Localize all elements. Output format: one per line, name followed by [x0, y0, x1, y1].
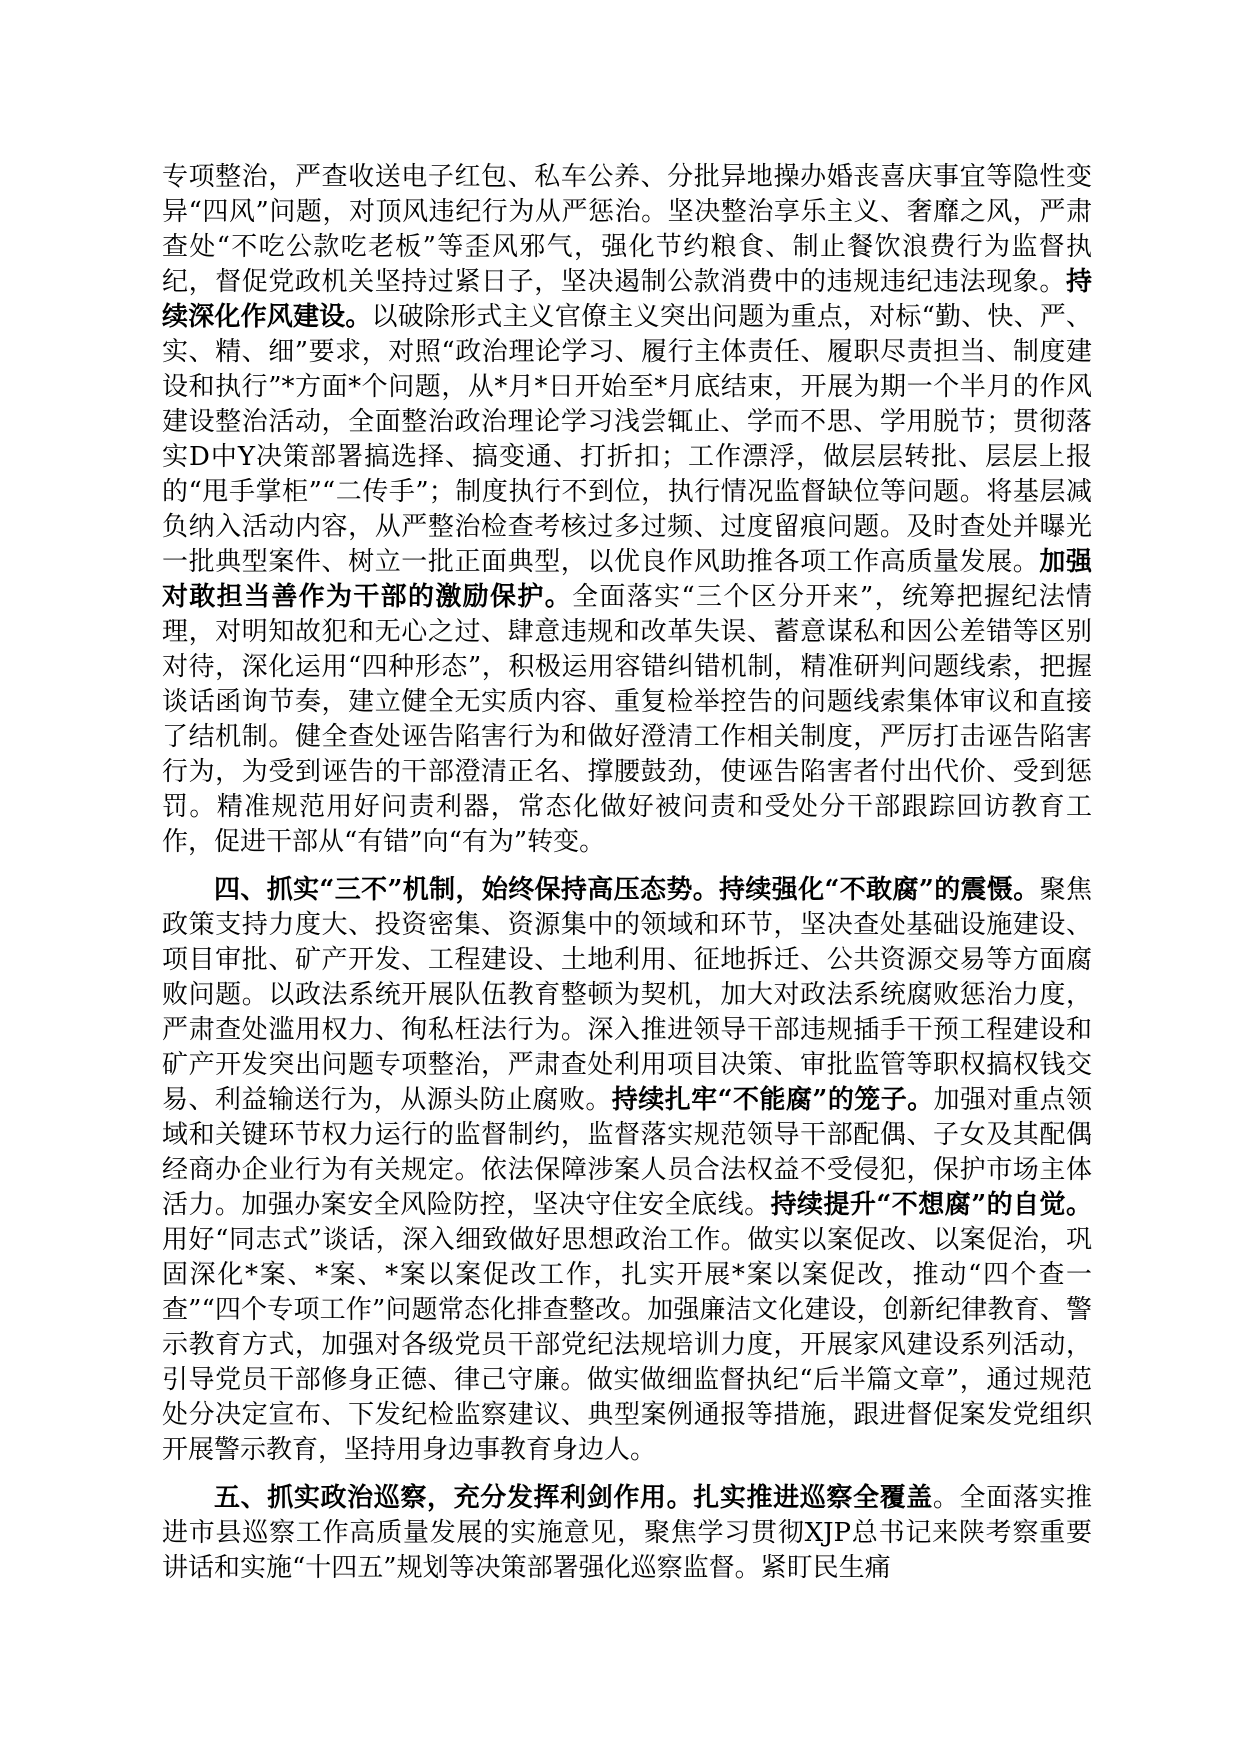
document-page: [162, 160, 1092, 1586]
bold-heading-work-style: 持续深化作风建设。: [162, 267, 1092, 332]
paragraph-section-four: [162, 873, 1092, 1468]
bold-heading-no-desire: 持续提升“不想腐”的自觉。: [770, 1190, 1092, 1220]
text-run: 以破除形式主义官僚主义突出问题为重点，对标“勤、快、严、实、精、细”要求，对照“政治理论学习、履行主体责任、履职尽责担当、制度建设和执行”*方面*个问题，从*月*日开始至*月底结束，开展为期一个半月的作风建设整治活动，全面整治政治理论学习浅尝辄止、学而不思、学用脱节；贯彻落实D中Y决策部署搞选择、搞变通、打折扣；工作漂浮，做层层转批、层层上报的“甩手掌柜”“二传手”；制度执行不到位，执行情况监督缺位等问题。将基层减负纳入活动内容，从严整治检查考核过多过频、过度留痕问题。及时查处并曝光一批典型案件、树立一批正面典型，以优良作风助推各项工作高质量发展。: [162, 302, 1092, 577]
section-five-heading: 五、抓实政治巡察，充分发挥利剑作用。扎实推进巡察全覆盖: [214, 1483, 933, 1513]
text-run: 。全面落实推进市县巡察工作高质量发展的实施意见，聚焦学习贯彻XJP总书记来陕考察重要讲话和实施“十四五”规划等决策部署强化巡察监督。紧盯民生痛: [162, 1483, 1092, 1583]
bold-heading-incentive: 加强对敢担当善作为干部的激励保护。: [162, 547, 1092, 612]
text-run: 加强对重点领域和关键环节权力运行的监督制约，监督落实规范领导干部配偶、子女及其配偶经商办企业行为有关规定。依法保障涉案人员合法权益不受侵犯，保护市场主体活力。加强办案安全风险防控，坚决守住安全底线。: [162, 1085, 1092, 1220]
text-run: 专项整治，严查收送电子红包、私车公养、分批异地操办婚丧喜庆事宜等隐性变异“四风”问题，对顶风违纪行为从严惩治。坚决整治享乐主义、奢靡之风，严肃查处“不吃公款吃老板”等歪风邪气，强化节约粮食、制止餐饮浪费行为监督执纪，督促党政机关坚持过紧日子，坚决遏制公款消费中的违规违纪违法现象。: [162, 162, 1092, 297]
paragraph-section-five: [162, 1481, 1092, 1586]
text-run: 聚焦政策支持力度大、投资密集、资源集中的领域和环节，坚决查处基础设施建设、项目审批、矿产开发、工程建设、土地利用、征地拆迁、公共资源交易等方面腐败问题。以政法系统开展队伍教育整顿为契机，加大对政法系统腐败惩治力度，严肃查处滥用权力、徇私枉法行为。深入推进领导干部违规插手干预工程建设和矿产开发突出问题专项整治，严肃查处利用项目决策、审批监管等职权搞权钱交易、利益输送行为，从源头防止腐败。: [162, 875, 1092, 1115]
text-run: 用好“同志式”谈话，深入细致做好思想政治工作。做实以案促改、以案促治，巩固深化*案、*案、*案以案促改工作，扎实开展*案以案促改，推动“四个查一查”“四个专项工作”问题常态化排查整改。加强廉洁文化建设，创新纪律教育、警示教育方式，加强对各级党员干部党纪法规培训力度，开展家风建设系列活动，引导党员干部修身正德、律己守廉。做实做细监督执纪“后半篇文章”，通过规范处分决定宣布、下发纪检监察建议、典型案例通报等措施，跟进督促案发党组织开展警示教育，坚持用身边事教育身边人。: [162, 1225, 1092, 1465]
bold-heading-cannot-corrupt: 持续扎牢“不能腐”的笼子。: [611, 1085, 934, 1115]
text-run: 全面落实“三个区分开来”，统筹把握纪法情理，对明知故犯和无心之过、肆意违规和改革失误、蓄意谋私和因公差错等区别对待，深化运用“四种形态”，积极运用容错纠错机制，精准研判问题线索，把握谈话函询节奏，建立健全无实质内容、重复检举控告的问题线索集体审议和直接了结机制。健全查处诬告陷害行为和做好澄清工作相关制度，严厉打击诬告陷害行为，为受到诬告的干部澄清正名、撑腰鼓劲，使诬告陷害者付出代价、受到惩罚。精准规范用好问责利器，常态化做好被问责和受处分干部跟踪回访教育工作，促进干部从“有错”向“有为”转变。: [162, 582, 1092, 857]
section-four-heading: 四、抓实“三不”机制，始终保持高压态势。持续强化“不敢腐”的震慑。: [214, 875, 1040, 905]
paragraph-work-style: [162, 160, 1092, 860]
